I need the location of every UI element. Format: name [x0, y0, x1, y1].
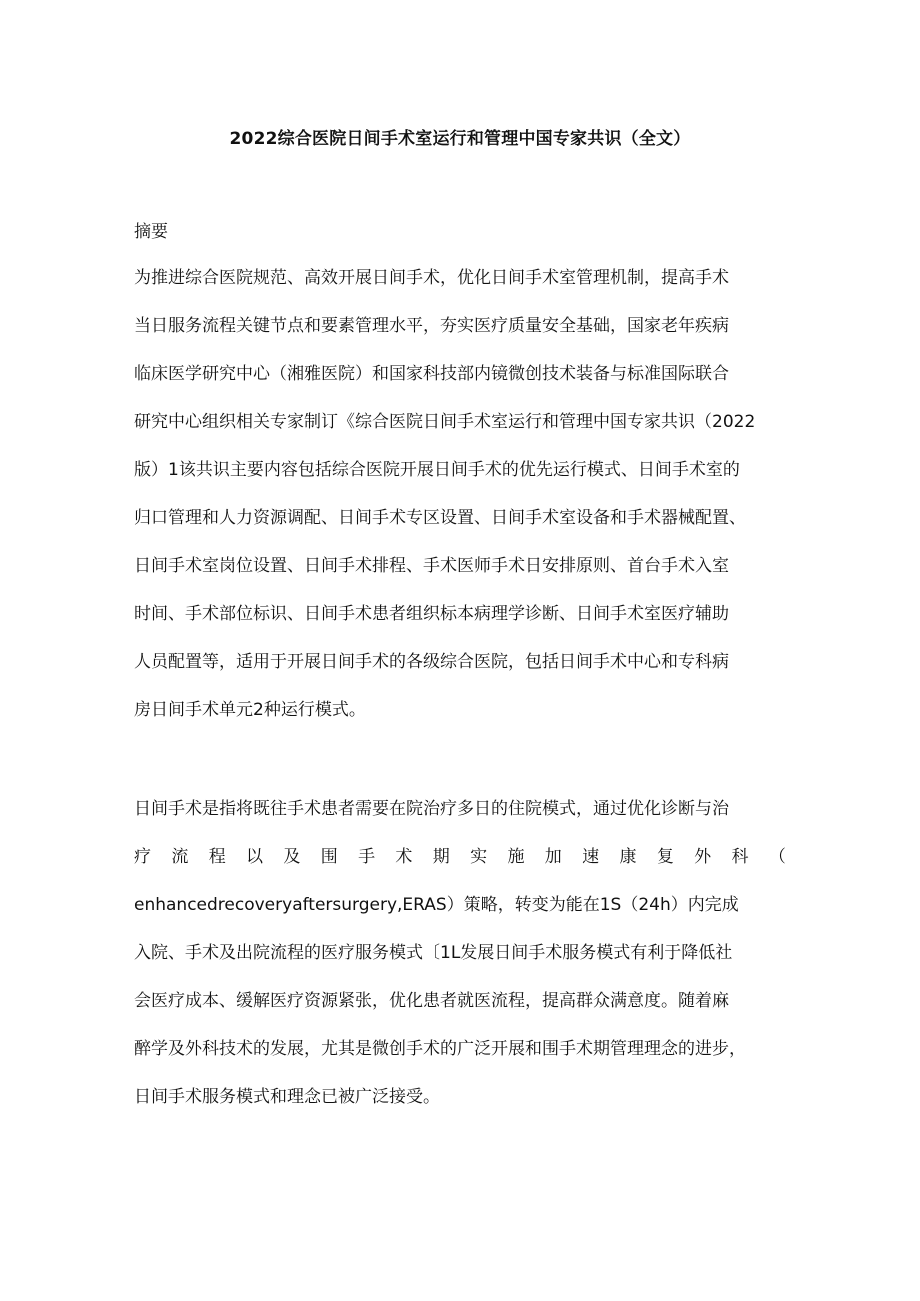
body-char: 以 — [246, 847, 264, 867]
body-char: 及 — [283, 847, 301, 867]
body-line: 会医疗成本、缓解医疗资源紧张，优化患者就医流程，提高群众满意度。随着麻 — [134, 991, 729, 1011]
body-char: 程 — [208, 847, 226, 867]
body-char: 期 — [432, 847, 450, 867]
body-line: 日间手术是指将既往手术患者需要在院治疗多日的住院模式，通过优化诊断与治 — [134, 799, 729, 819]
body-char: 手 — [358, 847, 376, 867]
body-char: 实 — [470, 847, 488, 867]
body-char: 外 — [694, 847, 712, 867]
abstract-line: 日间手术室岗位设置、日间手术排程、手术医师手术日安排原则、首台手术入室 — [134, 556, 729, 576]
body-char: 科 — [731, 847, 749, 867]
body-char: 围 — [320, 847, 338, 867]
body-char: 加 — [544, 847, 562, 867]
body-line: enhancedrecoveryaftersurgery,ERAS）策略，转变为能在1S（24h）内完成 — [134, 895, 739, 915]
body-line: 日间手术服务模式和理念已被广泛接受。 — [134, 1087, 440, 1107]
body-char: 复 — [656, 847, 674, 867]
abstract-line: 研究中心组织相关专家制订《综合医院日间手术室运行和管理中国专家共识（2022 — [134, 412, 756, 432]
body-char: 疗 — [134, 847, 151, 867]
body-line: 入院、手术及出院流程的医疗服务模式〔1L发展日间手术服务模式有利于降低社 — [134, 943, 733, 963]
abstract-line: 人员配置等，适用于开展日间手术的各级综合医院，包括日间手术中心和专科病 — [134, 652, 729, 672]
body-char: 术 — [395, 847, 413, 867]
body-char: 流 — [171, 847, 189, 867]
abstract-heading: 摘要 — [134, 222, 168, 242]
document-title: 2022综合医院日间手术室运行和管理中国专家共识（全文） — [229, 129, 691, 149]
body-char: 施 — [507, 847, 525, 867]
abstract-line: 房日间手术单元2种运行模式。 — [134, 700, 366, 720]
body-char: 康 — [619, 847, 637, 867]
abstract-line: 临床医学研究中心（湘雅医院）和国家科技部内镜微创技术装备与标准国际联合 — [134, 364, 729, 384]
abstract-line: 当日服务流程关键节点和要素管理水平，夯实医疗质量安全基础，国家老年疾病 — [134, 316, 729, 336]
abstract-line: 时间、手术部位标识、日间手术患者组织标本病理学诊断、日间手术室医疗辅助 — [134, 604, 729, 624]
abstract-line: 归口管理和人力资源调配、日间手术专区设置、日间手术室设备和手术器械配置、 — [134, 508, 746, 528]
body-line: 醉学及外科技术的发展，尤其是微创手术的广泛开展和围手术期管理理念的进步， — [134, 1039, 746, 1059]
abstract-line: 为推进综合医院规范、高效开展日间手术，优化日间手术室管理机制，提高手术 — [134, 268, 729, 288]
body-char: （ — [768, 847, 786, 867]
body-char: 速 — [582, 847, 600, 867]
body-line-justified — [134, 844, 786, 870]
abstract-line: 版）1该共识主要内容包括综合医院开展日间手术的优先运行模式、日间手术室的 — [134, 460, 740, 480]
